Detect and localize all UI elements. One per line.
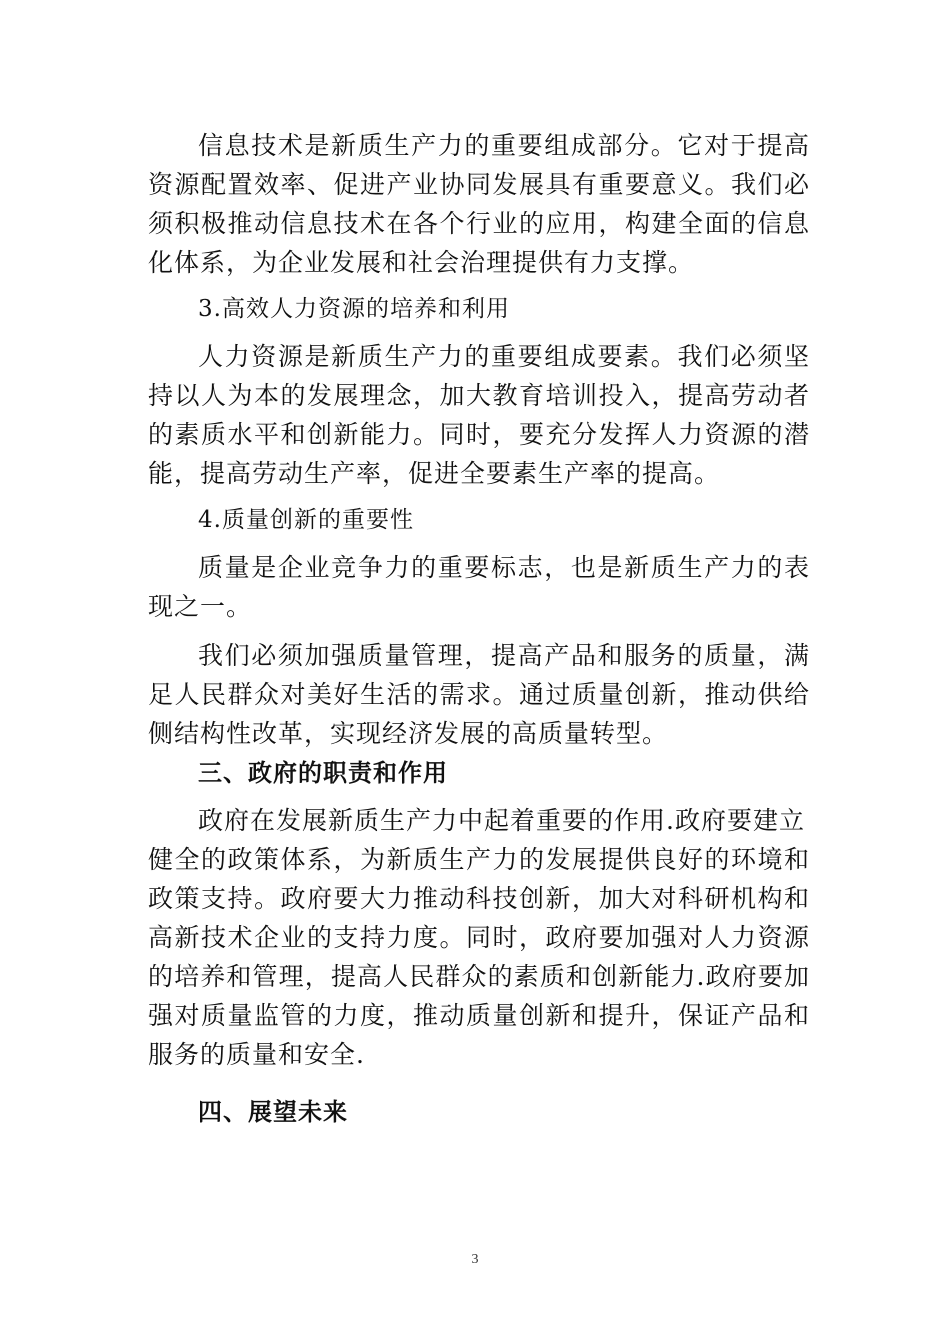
paragraph-quality-competitiveness: 质量是企业竞争力的重要标志，也是新质生产力的表现之一。 [148,553,810,621]
section-heading-government-role: 三、政府的职责和作用 [198,759,448,787]
paragraph-human-resources: 人力资源是新质生产力的重要组成要素。我们必须坚持以人为本的发展理念，加大教育培训投入，提高劳动者的素质水平和创新能力。同时，要充分发挥人力资源的潜能，提高劳动生产率，促进全要素生产率的提高。 [148,342,810,488]
paragraph-quality-management: 我们必须加强质量管理，提高产品和服务的质量，满足人民群众对美好生活的需求。通过质量创新，推动供给侧结构性改革，实现经济发展的高质量转型。 [148,641,810,748]
page-number: 3 [471,1252,479,1267]
paragraph-information-technology: 信息技术是新质生产力的重要组成部分。它对于提高资源配置效率、促进产业协同发展具有重要意义。我们必须积极推动信息技术在各个行业的应用，构建全面的信息化体系，为企业发展和社会治理提供有力支撑。 [148,131,810,277]
document-body [148,126,810,1132]
section-heading-outlook: 四、展望未来 [198,1098,348,1126]
paragraph-government-role-cont: 健全的政策体系，为新质生产力的发展提供良好的环境和政策支持。政府要大力推动科技创新，加大对科研机构和高新技术企业的支持力度。同时，政府要加强对人力资源的培养和管理，提高人民群众的素质和创新能力.政府要加强对质量监管的力度，推动质量创新和提升，保证产品和服务的质量和安全. [148,845,810,1069]
subheading-quality-innovation: 4.质量创新的重要性 [198,507,414,533]
paragraph-government-role-line1: 政府在发展新质生产力中起着重要的作用.政府要建立 [198,806,805,835]
subheading-human-resources: 3.高效人力资源的培养和利用 [198,296,510,322]
